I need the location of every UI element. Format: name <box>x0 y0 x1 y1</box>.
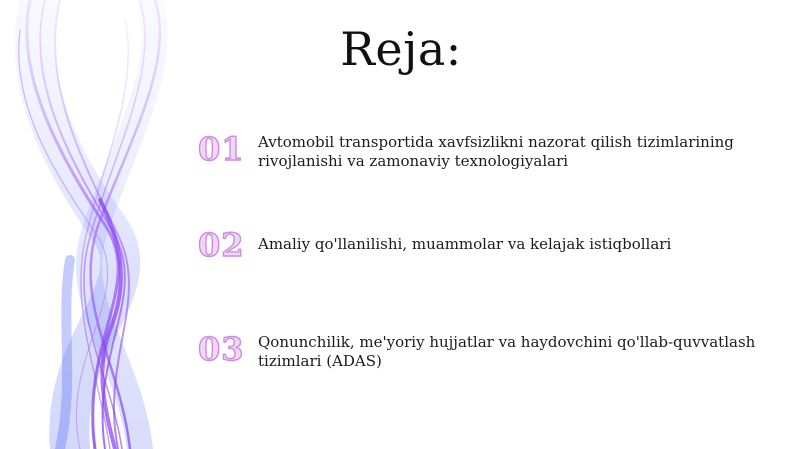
slide-title-text: Reja: <box>340 22 462 76</box>
agenda-item-2 <box>198 226 758 264</box>
agenda-item-number: 03 <box>198 330 245 368</box>
agenda-item-number: 01 <box>198 130 245 168</box>
agenda-item-text: Avtomobil transportida xavfsizlikni nazorat qilish tizimlarining rivojlanishi va zamonaviy texnologiyalari <box>258 133 734 170</box>
agenda-item-1 <box>198 130 758 171</box>
slide-title <box>0 22 800 76</box>
agenda-item-number: 02 <box>198 226 245 264</box>
agenda-item-text: Amaliy qo'llanilishi, muammolar va kelajak istiqbollari <box>258 235 672 253</box>
agenda-item-3 <box>198 330 758 371</box>
agenda-item-text: Qonunchilik, me'yoriy hujjatlar va haydovchini qo'llab-quvvatlash tizimlari (ADAS) <box>258 333 756 370</box>
